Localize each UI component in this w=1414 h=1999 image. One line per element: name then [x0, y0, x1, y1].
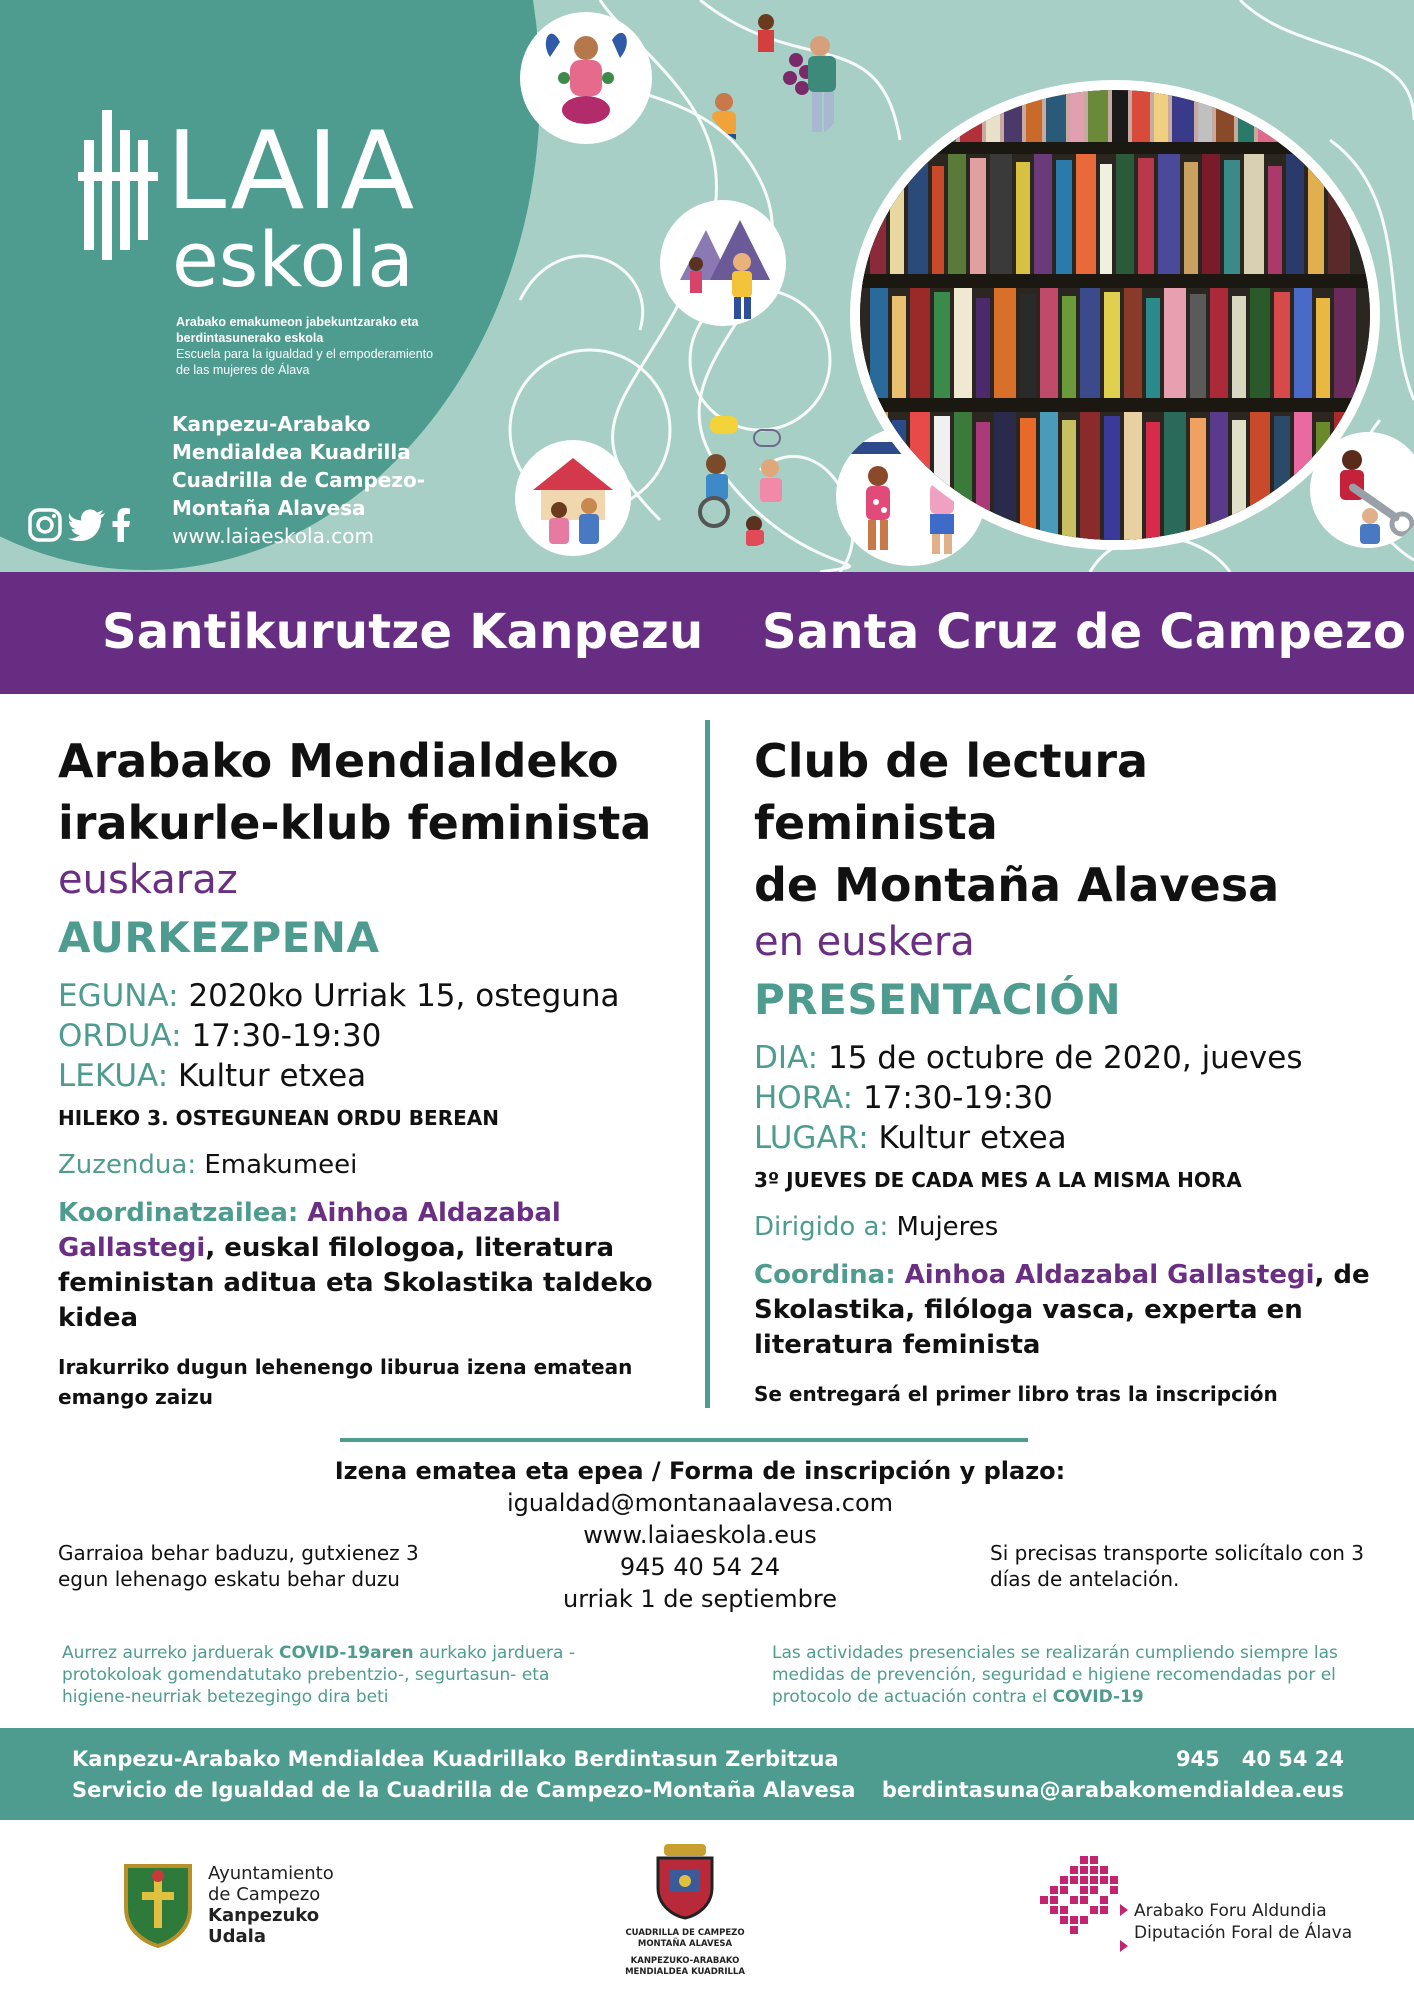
- service-phone: 945 40 54 24: [1175, 1747, 1344, 1771]
- audience-spanish: Dirigido a: Mujeres: [754, 1212, 999, 1242]
- logo-cuadrilla-campezo: CUADRILLA DE CAMPEZO MONTAÑA ALAVESA KANPEZUKO-ARABAKO MENDIALDEA KUADRILLA: [620, 1842, 750, 1978]
- diputacion-mark-icon: [1040, 1856, 1128, 1952]
- illustration-house: [515, 440, 631, 556]
- place-row: LEKUA: Kultur etxea: [58, 1058, 367, 1094]
- recurrence-basque: HILEKO 3. OSTEGUNEAN ORDU BEREAN: [58, 1106, 499, 1130]
- event-title-spanish: Club de lectura feminista de Montaña Alavesa: [754, 734, 1280, 912]
- coordinator-basque: Koordinatzailea: Ainhoa Aldazabal Gallastegi, euskal filologoa, literatura feministan aditua eta Skolastika taldeko kidea: [58, 1198, 653, 1333]
- transport-note-spanish: Si precisas transporte solicítalo con 3 días de antelación.: [990, 1541, 1365, 1591]
- bookshelf-photo: [850, 80, 1380, 550]
- event-details-basque: [58, 976, 698, 1096]
- brand-tagline: Arabako emakumeon jabekuntzarako eta berdintasunerako eskola Escuela para la igualdad y el empoderamiento de las mujeres de Álava: [176, 315, 434, 377]
- conversation-icon: [682, 408, 802, 548]
- twitter-icon[interactable]: [68, 509, 106, 541]
- column-divider: [705, 720, 710, 1408]
- location-bar: [0, 572, 1414, 694]
- women-outdoor-icon: [660, 200, 786, 326]
- logo-diputacion-alava: Arabako Foru Aldundia Diputación Foral de Álava: [1040, 1856, 1352, 1952]
- registration-phone: 945 40 54 24: [619, 1553, 781, 1581]
- service-contact: [882, 1744, 1344, 1806]
- women-plants-icon: [520, 12, 652, 144]
- women-garden-icon: [700, 10, 850, 150]
- date-row: DIA: 15 de octubre de 2020, jueves: [754, 1040, 1303, 1076]
- facebook-icon[interactable]: [112, 508, 130, 542]
- registration-divider: [340, 1438, 1028, 1442]
- instagram-icon[interactable]: [28, 508, 62, 542]
- language-spanish: en euskera: [754, 919, 975, 965]
- location-spanish: Santa Cruz de Campezo: [762, 604, 1407, 660]
- registration-web-link[interactable]: www.laiaeskola.eus: [583, 1521, 817, 1549]
- illustration-women-plants: [520, 12, 652, 144]
- laia-logo-icon: [72, 110, 162, 260]
- note-basque: Irakurriko dugun lehenengo liburua izena ematean emango zaizu: [58, 1355, 633, 1409]
- service-email-link[interactable]: berdintasuna@arabakomendialdea.eus: [881, 1778, 1344, 1802]
- campezo-shield-icon: [122, 1862, 194, 1948]
- event-details-spanish: [754, 1038, 1394, 1158]
- note-spanish: Se entregará el primer libro tras la inscripción: [754, 1382, 1278, 1406]
- brand-name-eskola: eskola: [172, 215, 414, 304]
- cuadrilla-shield-icon: [650, 1842, 720, 1920]
- quadrilla-info: Kanpezu-Arabako Mendialdea Kuadrilla Cuadrilla de Campezo- Montaña Alavesa www.laiaeskola.com: [172, 412, 426, 548]
- service-names: Kanpezu-Arabako Mendialdea Kuadrillako Berdintasun Zerbitzua Servicio de Igualdad de la Cuadrilla de Campezo-Montaña Alavesa: [72, 1747, 856, 1802]
- transport-note-basque: Garraioa behar baduzu, gutxienez 3 egun lehenago eskatu behar duzu: [58, 1541, 419, 1591]
- language-basque: euskaraz: [58, 857, 238, 903]
- event-title-basque: Arabako Mendialdeko irakurle-klub feminista: [58, 734, 652, 850]
- registration-email-link[interactable]: igualdad@montanaalavesa.com: [506, 1489, 894, 1517]
- covid-note-basque: Aurrez aurreko jarduerak COVID-19aren aurkako jarduera -protokoloak gomendatutako prebentzio-, segurtasun- eta higiene-neurriak betezegingo dira beti: [62, 1643, 576, 1707]
- covid-note-spanish: Las actividades presenciales se realizarán cumpliendo siempre las medidas de prevención, seguridad e higiene recomendadas por el protocolo de actuación contra el COVID-19: [772, 1643, 1338, 1707]
- bookshelf-icon: [860, 90, 1370, 540]
- website-link[interactable]: www.laiaeskola.com: [172, 524, 374, 548]
- basque-column: [58, 730, 698, 1412]
- coordinator-spanish: Coordina: Ainhoa Aldazabal Gallastegi, de Skolastika, filóloga vasca, experta en literatura feminista: [754, 1260, 1370, 1360]
- brand-name-laia: LAIA: [166, 109, 417, 234]
- header-banner: [0, 0, 1414, 572]
- time-row: ORDUA: 17:30-19:30: [58, 1018, 382, 1054]
- house-women-icon: [515, 440, 631, 556]
- registration-deadline: urriak 1 de septiembre: [562, 1585, 838, 1613]
- footer-bar: [0, 1728, 1414, 1820]
- location-basque: Santikurutze Kanpezu: [102, 604, 704, 660]
- illustration-conversation: [682, 408, 802, 548]
- registration-heading: Izena ematea eta epea / Forma de inscripción y plazo:: [334, 1457, 1066, 1485]
- spanish-column: [754, 730, 1394, 1409]
- time-row: HORA: 17:30-19:30: [754, 1080, 1053, 1116]
- logo-ayuntamiento-campezo: Ayuntamiento de Campezo Kanpezuko Udala: [122, 1862, 334, 1948]
- presentation-heading-basque: AURKEZPENA: [58, 913, 380, 962]
- recurrence-spanish: 3º JUEVES DE CADA MES A LA MISMA HORA: [754, 1168, 1242, 1192]
- social-icons: [28, 508, 130, 542]
- illustration-women-garden: [700, 10, 850, 150]
- date-row: EGUNA: 2020ko Urriak 15, osteguna: [58, 978, 620, 1014]
- audience-basque: Zuzendua: Emakumeei: [58, 1150, 358, 1180]
- place-row: LUGAR: Kultur etxea: [754, 1120, 1067, 1156]
- illustration-women-outdoor: [660, 200, 786, 326]
- presentation-heading-spanish: PRESENTACIÓN: [754, 975, 1122, 1024]
